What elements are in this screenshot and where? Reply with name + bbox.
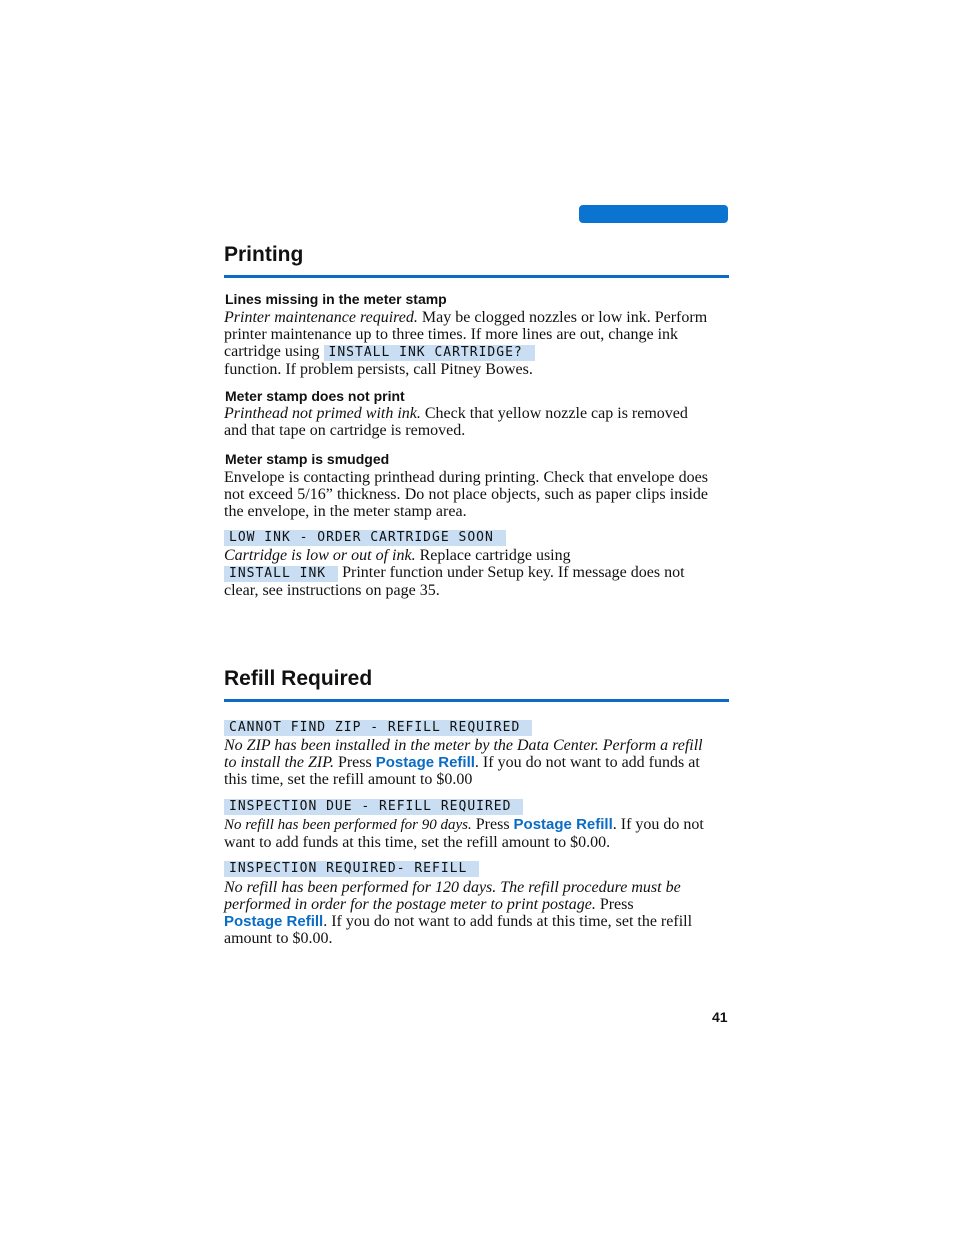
- lcd-inspection-due-block: [224, 797, 523, 815]
- paragraph-inspection-required: [224, 879, 708, 947]
- body-text: Press: [471, 816, 514, 833]
- subheading-lines-missing: Lines missing in the meter stamp: [225, 291, 447, 307]
- subheading-stamp-smudged: Meter stamp is smudged: [225, 451, 390, 467]
- body-text: function. If problem persists, call Pitney Bowes.: [224, 361, 533, 378]
- body-text: . If you do not want to add funds at this time, set the refill amount to $0.00: [224, 754, 700, 788]
- body-text: . If you do not want to add funds at this time, set the refill amount to $0.00.: [224, 816, 704, 851]
- italic-text: Cartridge is low or out of ink.: [224, 547, 416, 564]
- body-text: . If you do not want to add funds at this time, set the refill amount to $0.00.: [224, 913, 693, 947]
- lcd-inspection-required-block: [224, 859, 479, 877]
- lcd-install-ink-cartridge: INSTALL INK CARTRIDGE?: [324, 345, 535, 361]
- paragraph-low-ink: [224, 547, 708, 599]
- section-tab-marker: [579, 205, 728, 223]
- postage-refill-key: Postage Refill: [513, 816, 613, 833]
- paragraph-stamp-smudged: Envelope is contacting printhead during printing. Check that envelope does not exceed 5/16” thickness. Do not place objects, such as paper clips inside the envelope, in the meter stamp area.: [224, 469, 708, 520]
- body-text: Press: [595, 896, 634, 913]
- body-text: Press: [333, 754, 376, 771]
- lcd-install-ink: INSTALL INK: [224, 566, 338, 582]
- paragraph-lines-missing: [224, 309, 708, 378]
- lcd-cannot-find-zip: CANNOT FIND ZIP - REFILL REQUIRED: [224, 720, 532, 736]
- postage-refill-key: Postage Refill: [224, 913, 324, 930]
- lcd-low-ink-block: [224, 528, 506, 546]
- body-text: Replace cartridge using: [415, 547, 571, 564]
- italic-text: Printer maintenance required.: [224, 309, 418, 326]
- body-text: May be clogged nozzles or low ink. Perform printer maintenance up to three times. If more lines are out, change ink cartridge using: [224, 309, 708, 360]
- lcd-low-ink: LOW INK - ORDER CARTRIDGE SOON: [224, 530, 506, 546]
- italic-text: No refill has been performed for 90 days.: [224, 817, 472, 833]
- lcd-inspection-required: INSPECTION REQUIRED- REFILL: [224, 861, 479, 877]
- printing-heading: Printing: [224, 243, 304, 266]
- lcd-inspection-due: INSPECTION DUE - REFILL REQUIRED: [224, 799, 523, 815]
- printing-rule: [224, 275, 729, 278]
- refill-heading: Refill Required: [224, 667, 373, 690]
- postage-refill-key: Postage Refill: [375, 754, 475, 771]
- paragraph-stamp-not-print: [224, 405, 708, 439]
- paragraph-inspection-due: [224, 816, 708, 851]
- body-text: Check that yellow nozzle cap is removed and that tape on cartridge is removed.: [224, 405, 688, 439]
- italic-text: No ZIP has been installed in the meter by the Data Center. Perform a refill to install the ZIP.: [224, 737, 703, 771]
- page-number: 41: [712, 1009, 728, 1025]
- italic-text: No refill has been performed for 120 days. The refill procedure must be performed in order for the postage meter to print postage.: [224, 879, 681, 913]
- body-text: Printer function under Setup key. If message does not clear, see instructions on page 35.: [224, 564, 685, 599]
- lcd-cannot-find-zip-block: [224, 718, 532, 736]
- paragraph-cannot-find-zip: [224, 737, 708, 788]
- italic-text: Printhead not primed with ink.: [224, 405, 421, 422]
- subheading-stamp-not-print: Meter stamp does not print: [225, 388, 405, 404]
- refill-rule: [224, 699, 729, 702]
